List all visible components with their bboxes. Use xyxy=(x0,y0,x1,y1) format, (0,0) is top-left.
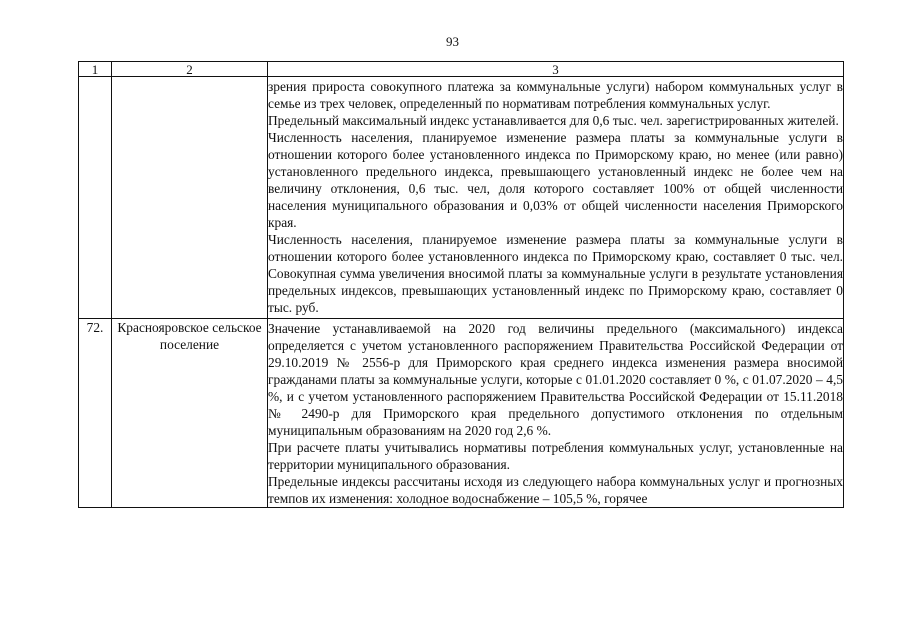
paragraph: Численность населения, планируемое изменение размера платы за коммунальные услуги в отношении которого более установленного индекса по Приморскому краю, составляет 0 тыс. чел. Совокупная сумма увеличения вносимой платы за коммунальные услуги в результате установления предельных индексов, превышающих установленный индекс по Приморскому краю, составляет 0 тыс. руб. xyxy=(268,232,843,315)
description-cell xyxy=(268,77,844,319)
table-row-continuation xyxy=(79,77,844,319)
paragraph: При расчете платы учитывались нормативы потребления коммунальных услуг, установленные на территории муниципального образования. xyxy=(268,440,843,472)
paragraph: Численность населения, планируемое изменение размера платы за коммунальные услуги в отношении которого более установленного индекса по Приморскому краю, но менее (или равно) установленного предельного индекса, превышающего установленный индекс не более чем на величину отклонения, 0,6 тыс. чел, доля которого составляет 100% от общей численности населения муниципального образования и 0,03% от общей численности населения Приморского края. xyxy=(268,130,843,230)
table-header-row xyxy=(79,62,844,77)
header-cell-1: 1 xyxy=(79,62,112,77)
description-cell xyxy=(268,319,844,508)
paragraph: зрения прироста совокупного платежа за коммунальные услуги) набором коммунальных услуг в семье из трех человек, определенный по нормативам потребления коммунальных услуг. xyxy=(268,79,843,111)
paragraph: Значение устанавливаемой на 2020 год величины предельного (максимального) индекса определяется с учетом установленного распоряжением Правительства Российской Федерации от 29.10.2019 № 2556-р для Приморского края среднего индекса изменения размера вносимой гражданами платы за коммунальные услуги, которые с 01.01.2020 составляет 0 %, с 01.07.2020 – 4,5 %, и с учетом установленного распоряжением Правительства Российской Федерации от 15.11.2018 № 2490-р для Приморского края предельного допустимого отклонения по отдельным муниципальным образованиям на 2020 год 2,6 %. xyxy=(268,321,843,438)
paragraph: Предельный максимальный индекс устанавливается для 0,6 тыс. чел. зарегистрированных жителей. xyxy=(268,113,839,128)
paragraph: Предельные индексы рассчитаны исходя из следующего набора коммунальных услуг и прогнозных темпов их изменения: холодное водоснабжение – 105,5 %, горячее xyxy=(268,474,843,506)
row-number-cell: 72. xyxy=(79,319,112,508)
header-cell-2: 2 xyxy=(112,62,268,77)
page-number: 93 xyxy=(446,34,459,49)
row-number-cell xyxy=(79,77,112,319)
table-row-72 xyxy=(79,319,844,508)
header-cell-3: 3 xyxy=(268,62,844,77)
municipality-name-cell xyxy=(112,77,268,319)
document-table xyxy=(78,61,844,508)
municipality-name-cell: Краснояровское сельское поселение xyxy=(112,319,268,508)
